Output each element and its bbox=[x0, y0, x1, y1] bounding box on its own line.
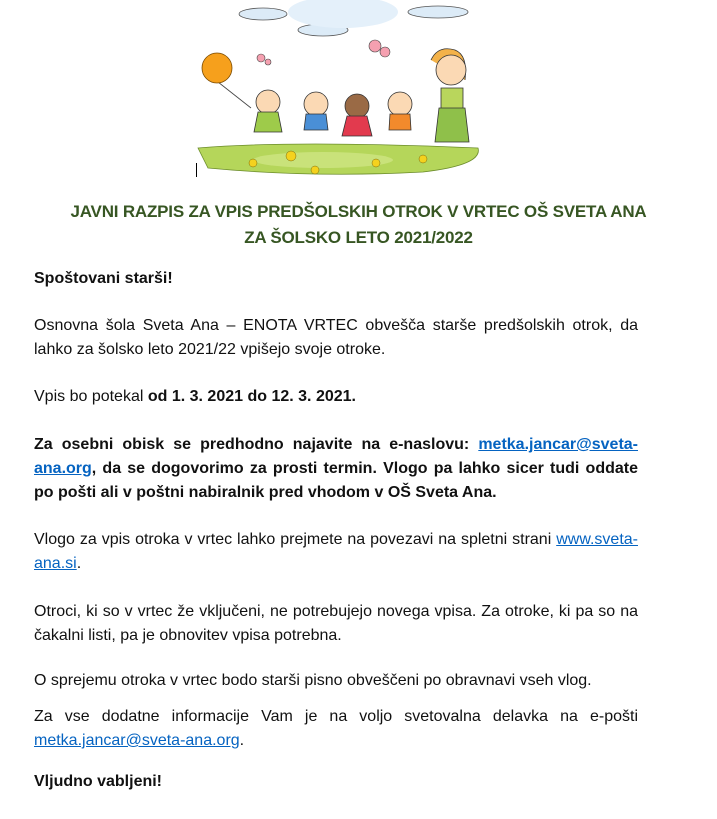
greeting: Spoštovani starši! bbox=[34, 270, 173, 287]
title-line-2: ZA ŠOLSKO LETO 2021/2022 bbox=[244, 228, 473, 247]
paragraph-notification: O sprejemu otroka v vrtec bodo starši pisno obveščeni po obravnavi vseh vlog. bbox=[34, 672, 592, 689]
paragraph-personal-visit bbox=[34, 433, 638, 505]
paragraph-enrollment-period bbox=[34, 385, 638, 409]
visit-text-suffix: , da se dogovorimo za prosti termin. Vlogo pa lahko sicer tudi oddate po pošti ali v poštni nabiralnik pred vhodom v OŠ Sveta Ana. bbox=[34, 460, 638, 501]
title-line-1: JAVNI RAZPIS ZA VPIS PREDŠOLSKIH OTROK V VRTEC OŠ SVETA ANA bbox=[70, 202, 647, 221]
document-title bbox=[20, 199, 697, 251]
closing: Vljudno vabljeni! bbox=[34, 773, 163, 790]
paragraph-contact bbox=[34, 705, 638, 753]
paragraph-application bbox=[34, 528, 638, 576]
enrollment-dates: od 1. 3. 2021 do 12. 3. 2021. bbox=[147, 388, 356, 405]
contact-suffix: . bbox=[239, 732, 245, 749]
application-suffix: . bbox=[76, 555, 82, 572]
children-illustration bbox=[193, 0, 528, 175]
paragraph-existing-children: Otroci, ki so v vrtec že vključeni, ne potrebujejo novega vpisa. Za otroke, ki pa so na čakalni listi, pa je obnovitev vpisa potrebna. bbox=[34, 603, 638, 644]
balloon bbox=[202, 53, 232, 83]
children bbox=[254, 90, 412, 136]
application-text: Vlogo za vpis otroka v vrtec lahko prejmete na povezavi na spletni strani bbox=[34, 531, 557, 548]
visit-text: Za osebni obisk se predhodno najavite na e-naslovu: bbox=[34, 436, 479, 453]
contact-email-link[interactable]: metka.jancar@sveta-ana.org bbox=[34, 732, 240, 749]
teacher bbox=[431, 49, 469, 142]
paragraph-intro: Osnovna šola Sveta Ana – ENOTA VRTEC obvešča starše predšolskih otrok, da lahko za šolsko leto 2021/22 vpišejo svoje otroke. bbox=[34, 317, 638, 358]
website-link[interactable]: www.sveta-ana.si bbox=[34, 531, 638, 572]
contact-text: Za vse dodatne informacije Vam je na voljo svetovalna delavka na e-pošti bbox=[34, 708, 638, 725]
enrollment-text: Vpis bo potekal bbox=[34, 388, 148, 405]
email-link[interactable]: metka.jancar@sveta-ana.org bbox=[34, 436, 638, 477]
text-cursor bbox=[196, 163, 197, 177]
